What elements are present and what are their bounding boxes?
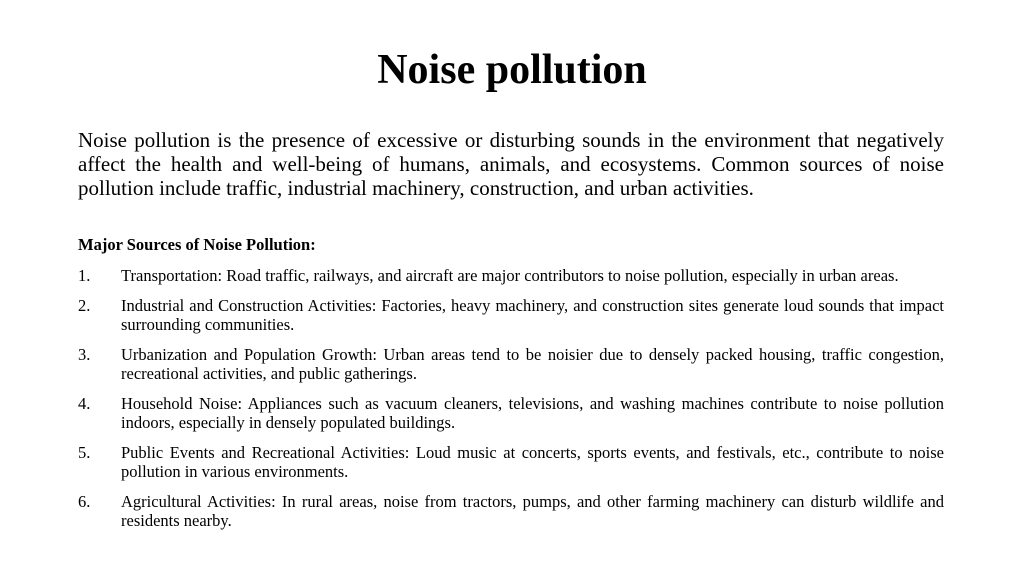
slide-title: Noise pollution — [377, 47, 647, 93]
list-item — [78, 492, 944, 531]
list-item — [78, 345, 944, 384]
list-item-number: 1. — [78, 266, 91, 285]
intro-paragraph: Noise pollution is the presence of excessive or disturbing sounds in the environment that negatively affect the health and well-being of humans, animals, and ecosystems. Common sources of noise pollution include traffic, industrial machinery, construction, and urban activities. — [78, 128, 944, 200]
list-item-text: Urbanization and Population Growth: Urban areas tend to be noisier due to densely packed housing, traffic congestion, recreational activities, and public gatherings. — [121, 344, 944, 383]
list-item-text: Industrial and Construction Activities: Factories, heavy machinery, and construction sites generate loud sounds that impact surrounding communities. — [121, 295, 944, 334]
list-item-text: Public Events and Recreational Activities: Loud music at concerts, sports events, and festivals, etc., contribute to noise pollution in various environments. — [121, 442, 944, 481]
list-item — [78, 296, 944, 335]
list-item-number: 3. — [78, 344, 91, 364]
list-item — [78, 266, 944, 286]
section-heading: Major Sources of Noise Pollution: — [78, 235, 316, 254]
list-item — [78, 394, 944, 433]
list-item — [78, 443, 944, 482]
list-item-text: Transportation: Road traffic, railways, and aircraft are major contributors to noise pollution, especially in urban areas. — [121, 266, 899, 285]
list-item-number: 2. — [78, 295, 91, 315]
list-item-number: 4. — [78, 393, 91, 413]
list-item-text: Household Noise: Appliances such as vacuum cleaners, televisions, and washing machines contribute to noise pollution indoors, especially in densely populated buildings. — [121, 393, 944, 432]
list-item-text: Agricultural Activities: In rural areas, noise from tractors, pumps, and other farming machinery can disturb wildlife and residents nearby. — [121, 491, 944, 530]
list-item-number: 6. — [78, 491, 91, 511]
list-item-number: 5. — [78, 442, 91, 462]
sources-list — [78, 266, 944, 541]
